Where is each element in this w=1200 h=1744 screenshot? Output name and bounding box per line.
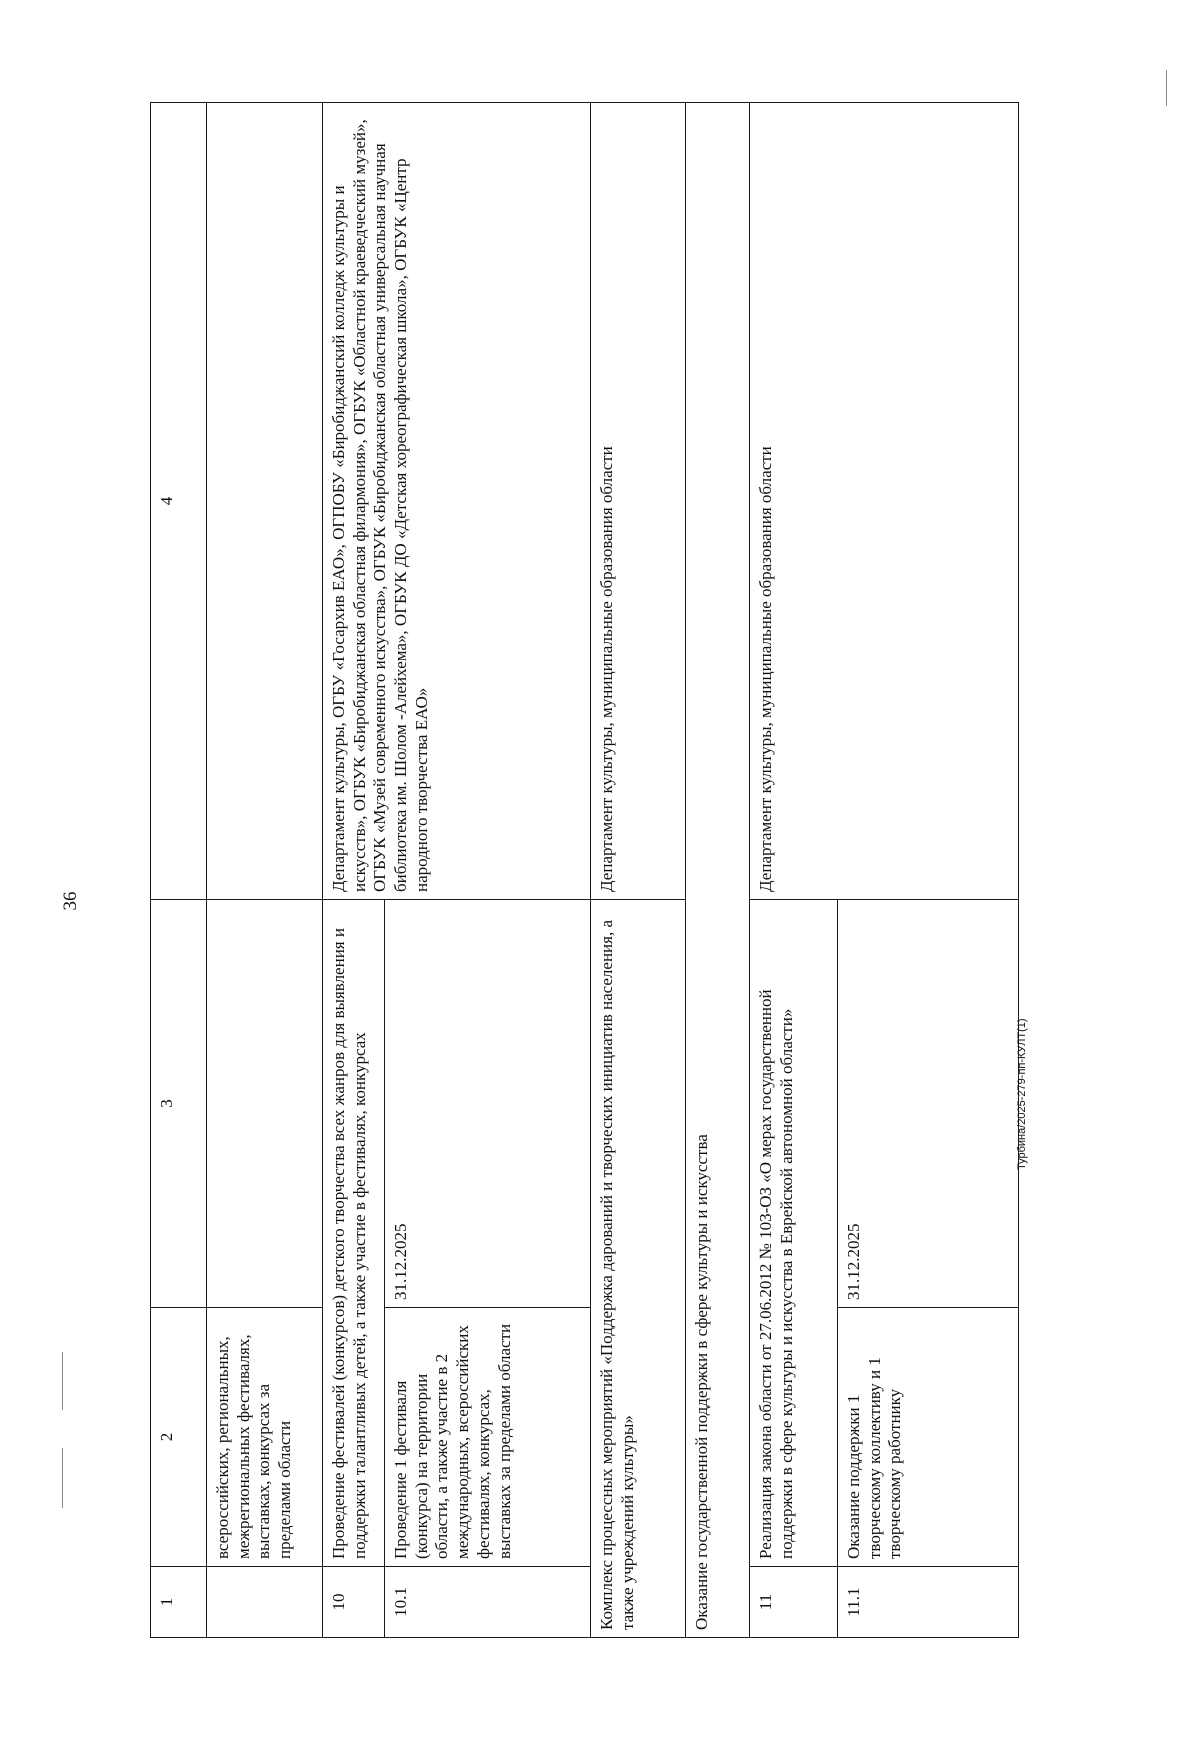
row-col2: всероссийских, региональных, межрегиональных фестивалях, выставках, конкурсах за пределами области (207, 1308, 323, 1567)
row-col2: Оказание поддержки 1 творческому коллективу и 1 творческому работнику (838, 1308, 1019, 1567)
row-col3 (207, 900, 323, 1308)
header-col-1: 1 (151, 1567, 207, 1638)
row-col4 (207, 103, 323, 900)
header-row (151, 103, 207, 1638)
row-date: 31.12.2025 (385, 900, 591, 1308)
row-description: Комплекс процессных мероприятий «Поддержка дарований и творческих инициатив населения, а также учреждений культуры» (591, 900, 686, 1638)
table-row-11 (750, 103, 838, 1638)
row-col2: Проведение 1 фестиваля (конкурса) на территории области, а также участие в 2 международных, всероссийских фестивалях, конкурсах, выставках за пределами области (385, 1308, 591, 1567)
table-row (207, 103, 323, 1638)
header-col-4: 4 (151, 103, 207, 900)
margin-mark (62, 1352, 63, 1410)
row-number: 10.1 (385, 1567, 591, 1638)
header-col-2: 2 (151, 1308, 207, 1567)
row-responsible: Департамент культуры, муниципальные образования области (591, 103, 686, 900)
row-date: 31.12.2025 (838, 900, 1019, 1308)
header-col-3: 3 (151, 900, 207, 1308)
row-description: Реализация закона области от 27.06.2012 № 103-ОЗ «О мерах государственной поддержки в сфере культуры и искусства в Еврейской автономной области» (750, 900, 838, 1567)
row-responsible: Департамент культуры, муниципальные образования области (750, 103, 1019, 900)
row-description: Проведение фестивалей (конкурсов) детского творчества всех жанров для выявления и поддержки талантливых детей, а также участие в фестивалях, конкурсах (323, 900, 385, 1567)
table-row-10 (323, 103, 385, 1638)
rotated-table-container (150, 103, 1018, 1638)
row-number: 11 (750, 1567, 838, 1638)
events-table (150, 102, 1019, 1638)
table-row-complex (591, 103, 686, 1638)
row-description: Оказание государственной поддержки в сфере культуры и искусства (686, 103, 750, 1638)
margin-mark (1166, 70, 1167, 106)
footer-code: Турбина/2025-279-пп-КУЛТ(1) (1016, 1018, 1028, 1170)
row-number: 10 (323, 1567, 385, 1638)
margin-mark (62, 1448, 63, 1508)
page-number: 36 (60, 891, 81, 911)
row-number (207, 1567, 323, 1638)
row-responsible: Департамент культуры, ОГБУ «Госархив ЕАО», ОГПОБУ «Биробиджанский колледж культуры и искусств», ОГБУК «Биробиджанская областная филармония», ОГБУК «Областной краеведческий музей», ОГБУК «Музей современного искусства», ОГБУК «Биробиджанская областная универсальная научная библиотека им. Шолом -Алейхема», ОГБУК ДО «Детская хореографическая школа», ОГБУК «Центр народного творчества ЕАО» (323, 103, 591, 900)
row-number: 11.1 (838, 1567, 1019, 1638)
table-row-support (686, 103, 750, 1638)
